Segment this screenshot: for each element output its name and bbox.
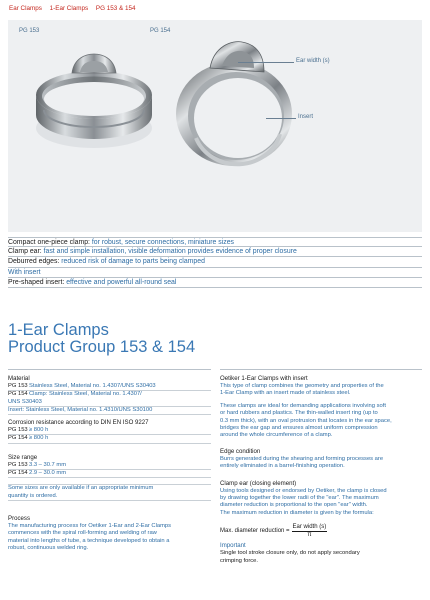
row-text: Insert: Stainless Steel, Material no. 1.4310/UNS S30100 [8, 406, 153, 413]
material-row [8, 399, 211, 407]
size-range-heading: Size range [8, 453, 38, 461]
clamp-ear-text [220, 488, 422, 518]
feature-text: for robust, secure connections, miniature sizes [89, 239, 234, 246]
edge-condition-heading: Edge condition [220, 447, 261, 455]
row-text: Clamp: Stainless Steel, Material no. 1.4307/ [29, 391, 142, 398]
process-text [8, 523, 211, 553]
row-text: 3.3 – 30.7 mm [29, 461, 67, 468]
insert-intro-text [220, 383, 422, 398]
formula-denominator: π [307, 531, 312, 538]
intro-line: This type of clamp combines the geometry and properties of the [220, 383, 384, 389]
product-image-panel [8, 20, 422, 232]
feature-row [8, 268, 422, 278]
divider [220, 369, 422, 370]
row-text: ≥ 800 h [29, 435, 49, 442]
pg154-clamp-image [166, 38, 304, 178]
insert-callout-line [266, 118, 296, 119]
process-line: material into lengths of tube, a technique developed to obtain a [8, 537, 170, 544]
ideal-line: These clamps are ideal for demanding applications involving soft [220, 402, 386, 409]
feature-text: With insert [8, 268, 41, 276]
breadcrumb-item-1-ear-clamps[interactable]: 1-Ear Clamps [49, 5, 89, 12]
size-note [8, 484, 211, 501]
clamp-ear-line: diameter reduction is proportional to the open "ear" width. [220, 502, 368, 509]
clamp-ear-heading: Clamp ear (closing element) [220, 479, 297, 487]
ear-width-callout: Ear width (s) [296, 58, 330, 64]
feature-row [8, 247, 422, 257]
breadcrumb-item-ear-clamps[interactable]: Ear Clamps [9, 5, 42, 12]
material-heading: Material [8, 375, 30, 382]
pg154-label: PG 154 [150, 28, 171, 34]
pg153-label: PG 153 [19, 28, 40, 34]
feature-label: Pre-shaped insert: [8, 278, 65, 286]
feature-label: Clamp ear: [8, 248, 42, 256]
material-row [8, 391, 211, 398]
divider [8, 369, 211, 370]
row-text: Stainless Steel, Material no. 1.4307/UNS S30403 [29, 383, 156, 389]
feature-row [8, 237, 422, 247]
feature-row [8, 257, 422, 267]
intro-line: 1-Ear Clamp with an insert made of stainless steel. [220, 390, 351, 397]
feature-label: Deburred edges: [8, 258, 60, 266]
ideal-line: around the whole circumference of a clamp. [220, 432, 333, 439]
process-line: commences with the spiral roll-forming and welding of raw [8, 530, 157, 537]
ideal-line: or hard rubbers and plastics. The thin-walled insert ring (up to [220, 410, 378, 417]
breadcrumb-item-pg-153-154[interactable]: PG 153 & 154 [95, 5, 136, 12]
left-column [8, 369, 211, 553]
ear-width-callout-line [238, 62, 294, 63]
feature-row [8, 278, 422, 288]
row-code: PG 153 [8, 383, 28, 389]
row-text: UNS S30403 [8, 398, 42, 405]
ideal-line: bridges the ear gap and ensures almost uniform compression [220, 425, 378, 432]
size-note-line: quantity is ordered. [8, 492, 58, 499]
page-title-line2: Product Group 153 & 154 [8, 338, 196, 356]
corrosion-row [8, 435, 211, 443]
clamp-ear-line: by drawing together the lower radii of the "ear". The maximum [220, 495, 379, 502]
important-line: crimping force. [220, 557, 259, 564]
row-code: PG 154 [8, 391, 28, 398]
corrosion-heading: Corrosion resistance according to DIN EN ISO 9227 [8, 419, 149, 427]
formula-numerator: Ear width (s) [292, 523, 327, 530]
formula-fraction [292, 524, 328, 539]
feature-text: effective and powerful all-round seal [64, 278, 177, 286]
important-text [220, 550, 422, 565]
row-code: PG 153 [8, 427, 28, 434]
important-heading: Important [220, 542, 246, 550]
corrosion-row [8, 427, 211, 435]
pg153-clamp-image [28, 40, 160, 160]
insert-callout: Insert [298, 114, 314, 120]
row-text: ≥ 800 h [29, 427, 49, 434]
page-title [8, 322, 195, 356]
formula-lhs: Max. diameter reduction = [220, 528, 290, 535]
material-row [8, 383, 211, 391]
material-row [8, 407, 211, 415]
right-column [220, 369, 422, 565]
process-line: The manufacturing process for Oetiker 1-Ear and 2-Ear Clamps [8, 522, 172, 529]
feature-text: reduced risk of damage to parts being clamped [59, 258, 205, 266]
edge-line: entirely eliminated in a barrel-finishing operation. [220, 463, 345, 470]
size-row [8, 462, 211, 470]
page-title-line1: 1-Ear Clamps [8, 321, 109, 339]
clamp-ear-line: Using tools designed or endorsed by Oetiker, the clamp is closed [220, 487, 387, 494]
feature-label: Compact one-piece clamp: [8, 239, 90, 246]
row-code: PG 153 [8, 461, 28, 468]
feature-list [8, 237, 422, 288]
insert-intro-heading: Oetiker 1-Ear Clamps with insert [220, 375, 308, 382]
size-note-line: Some sizes are only available if an appropriate minimum [8, 485, 154, 492]
process-line: robust, continuous welded ring. [8, 545, 89, 552]
ideal-text [220, 403, 422, 440]
feature-text: fast and simple installation, visible deformation provides evidence of proper closure [41, 248, 297, 256]
important-line: Single tool stroke closure only, do not apply secondary [220, 550, 360, 557]
clamp-ear-line: The maximum reduction in diameter is given by the formula: [220, 509, 374, 516]
row-text: 2.9 – 30.0 mm [29, 470, 67, 477]
ideal-line: 0.3 mm thick), with an oval protrusion that locates in the ear space, [220, 417, 392, 424]
breadcrumb [9, 5, 141, 12]
row-code: PG 154 [8, 435, 28, 442]
edge-line: Burrs generated during the shearing and forming processes are [220, 455, 384, 462]
process-heading: Process [8, 514, 31, 522]
edge-condition-text [220, 456, 422, 471]
diameter-reduction-formula [220, 523, 422, 539]
row-code: PG 154 [8, 470, 28, 477]
size-row [8, 470, 211, 478]
